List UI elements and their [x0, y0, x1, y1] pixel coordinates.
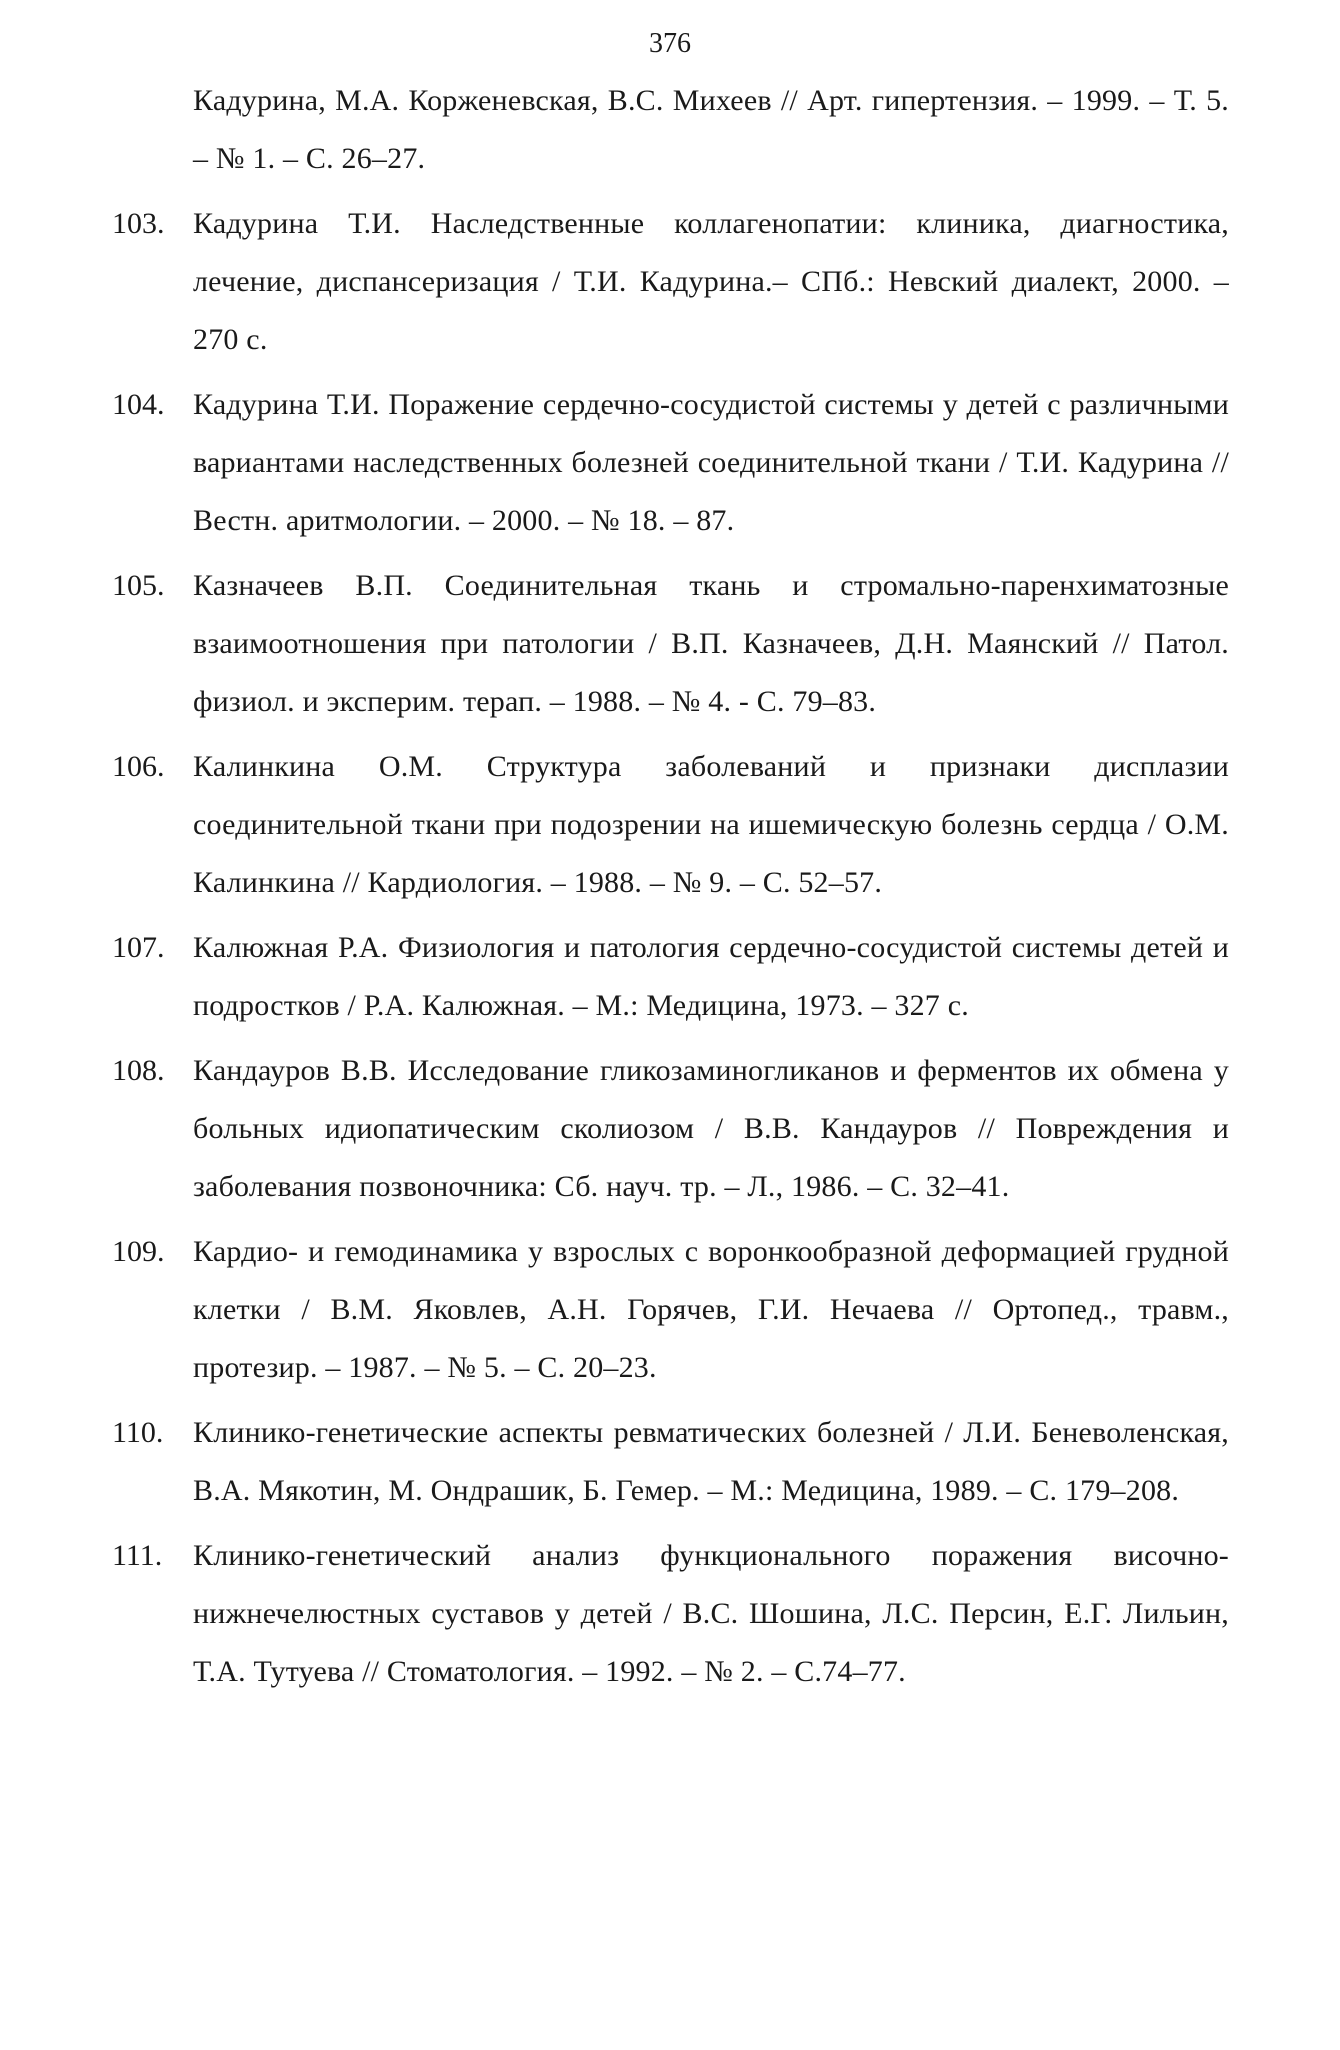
reference-item [0, 72, 1340, 188]
reference-number: 111. [112, 1539, 163, 1572]
reference-text: Кандауров В.В. Исследование гликозаминогликанов и ферментов их обмена у больных идиопатическим сколиозом / В.В. Кандауров // Повреждения и заболевания позвоночника: Сб. науч. тр. – Л., 1986. – С. 32–41. [193, 1054, 1229, 1203]
reference-text: Кадурина Т.И. Поражение сердечно-сосудистой системы у детей с различными вариантами наследственных болезней соединительной ткани / Т.И. Кадурина // Вестн. аритмологии. – 2000. – № 18. – 87. [193, 388, 1229, 537]
reference-item [0, 1404, 1340, 1520]
reference-number: 105. [112, 569, 165, 602]
reference-item [0, 738, 1340, 912]
reference-number: 110. [112, 1416, 164, 1449]
page-number: 376 [649, 28, 691, 59]
reference-text: Кардио- и гемодинамика у взрослых с воронкообразной деформацией грудной клетки / В.М. Яковлев, А.Н. Горячев, Г.И. Нечаева // Ортопед., травм., протезир. – 1987. – № 5. – С. 20–23. [193, 1235, 1229, 1384]
reference-item [0, 919, 1340, 1035]
reference-item [0, 1527, 1340, 1701]
reference-text: Казначеев В.П. Соединительная ткань и стромально-паренхиматозные взаимоотношения при патологии / В.П. Казначеев, Д.Н. Маянский // Патол. физиол. и эксперим. терап. – 1988. – № 4. - С. 79–83. [193, 569, 1229, 718]
reference-number: 107. [112, 931, 165, 964]
reference-item [0, 195, 1340, 369]
reference-number: 104. [112, 388, 165, 421]
reference-number: 108. [112, 1054, 165, 1087]
reference-number: 109. [112, 1235, 165, 1268]
reference-item [0, 1223, 1340, 1397]
reference-text: Кадурина Т.И. Наследственные коллагенопатии: клиника, диагностика, лечение, диспансеризация / Т.И. Кадурина.– СПб.: Невский диалект, 2000. – 270 с. [193, 207, 1229, 356]
reference-number: 106. [112, 750, 165, 783]
reference-item [0, 557, 1340, 731]
reference-text: Калюжная Р.А. Физиология и патология сердечно-сосудистой системы детей и подростков / Р.А. Калюжная. – М.: Медицина, 1973. – 327 с. [193, 931, 1229, 1022]
reference-text: Кадурина, М.А. Корженевская, В.С. Михеев // Арт. гипертензия. – 1999. – Т. 5. – № 1. – С. 26–27. [193, 84, 1229, 175]
reference-list [0, 72, 1340, 1708]
reference-item [0, 1042, 1340, 1216]
reference-item [0, 376, 1340, 550]
reference-text: Клинико-генетические аспекты ревматических болезней / Л.И. Беневоленская, В.А. Мякотин, М. Ондрашик, Б. Гемер. – М.: Медицина, 1989. – С. 179–208. [193, 1416, 1229, 1507]
reference-text: Калинкина О.М. Структура заболеваний и признаки дисплазии соединительной ткани при подозрении на ишемическую болезнь сердца / О.М. Калинкина // Кардиология. – 1988. – № 9. – С. 52–57. [193, 750, 1229, 899]
reference-number: 103. [112, 207, 165, 240]
reference-text: Клинико-генетический анализ функционального поражения височно-нижнечелюстных суставов у детей / В.С. Шошина, Л.С. Персин, Е.Г. Лильин, Т.А. Тутуева // Стоматология. – 1992. – № 2. – С.74–77. [193, 1539, 1229, 1688]
